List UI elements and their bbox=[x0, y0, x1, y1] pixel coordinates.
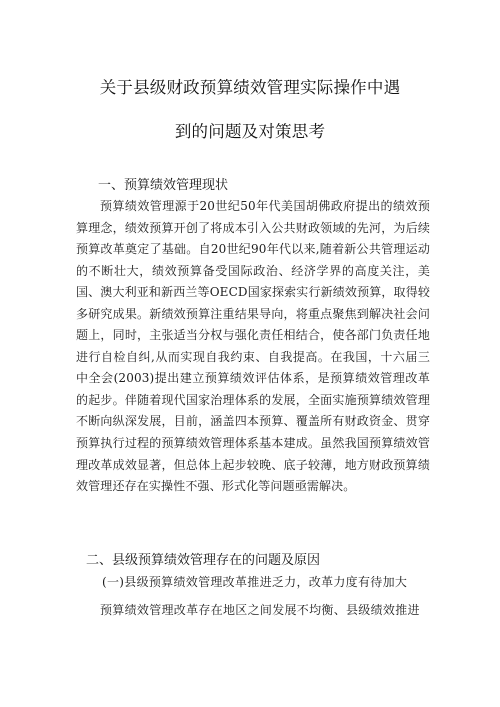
document-title-line-2: 到的问题及对策思考 bbox=[174, 122, 326, 141]
document-title-line-1: 关于县级财政预算绩效管理实际操作中遇 bbox=[99, 78, 401, 97]
section-2-heading: 二、县级预算绩效管理存在的问题及原因 bbox=[86, 553, 321, 568]
section-2-paragraph: 预算绩效管理改革存在地区之间发展不均衡、县级绩效推进 bbox=[100, 603, 420, 617]
section-1-paragraph: 预算绩效管理源于20世纪50年代美国胡佛政府提出的绩效预算理念，绩效预算开创了将成本引入公共财政领域的先河，为后续预算改革奠定了基础。自20世纪90年代以来,随着新公共管理运动的不断壮大，绩效预算备受国际政治、经济学界的高度关注，美国、澳大利亚和新西兰等OECD国家探索实行新绩效预算，取得较多研究成果。新绩效预算注重结果导向，将重点聚焦到解决社会问题上，同时，主张适当分权与强化责任相结合，使各部门负责任地进行自检自纠,从而实现自我约束、自我提高。在我国，十六届三中全会(2003)提出建立预算绩效评估体系，是预算绩效管理改革的起步。伴随着现代国家治理体系的发展，全面实施预算绩效管理不断向纵深发展，目前，涵盖四本预算、覆盖所有财政资金、贯穿预算执行过程的预算绩效管理体系基本建成。虽然我国预算绩效管理改革成效显著，但总体上起步较晚、底子较薄，地方财政预算绩效管理还存在实操性不强、形式化等问题亟需解决。 bbox=[76, 199, 430, 494]
section-2-subheading-1: (一)县级预算绩效管理改革推进乏力，改革力度有待加大 bbox=[102, 575, 408, 589]
section-1-heading: 一、预算绩效管理现状 bbox=[98, 178, 229, 193]
